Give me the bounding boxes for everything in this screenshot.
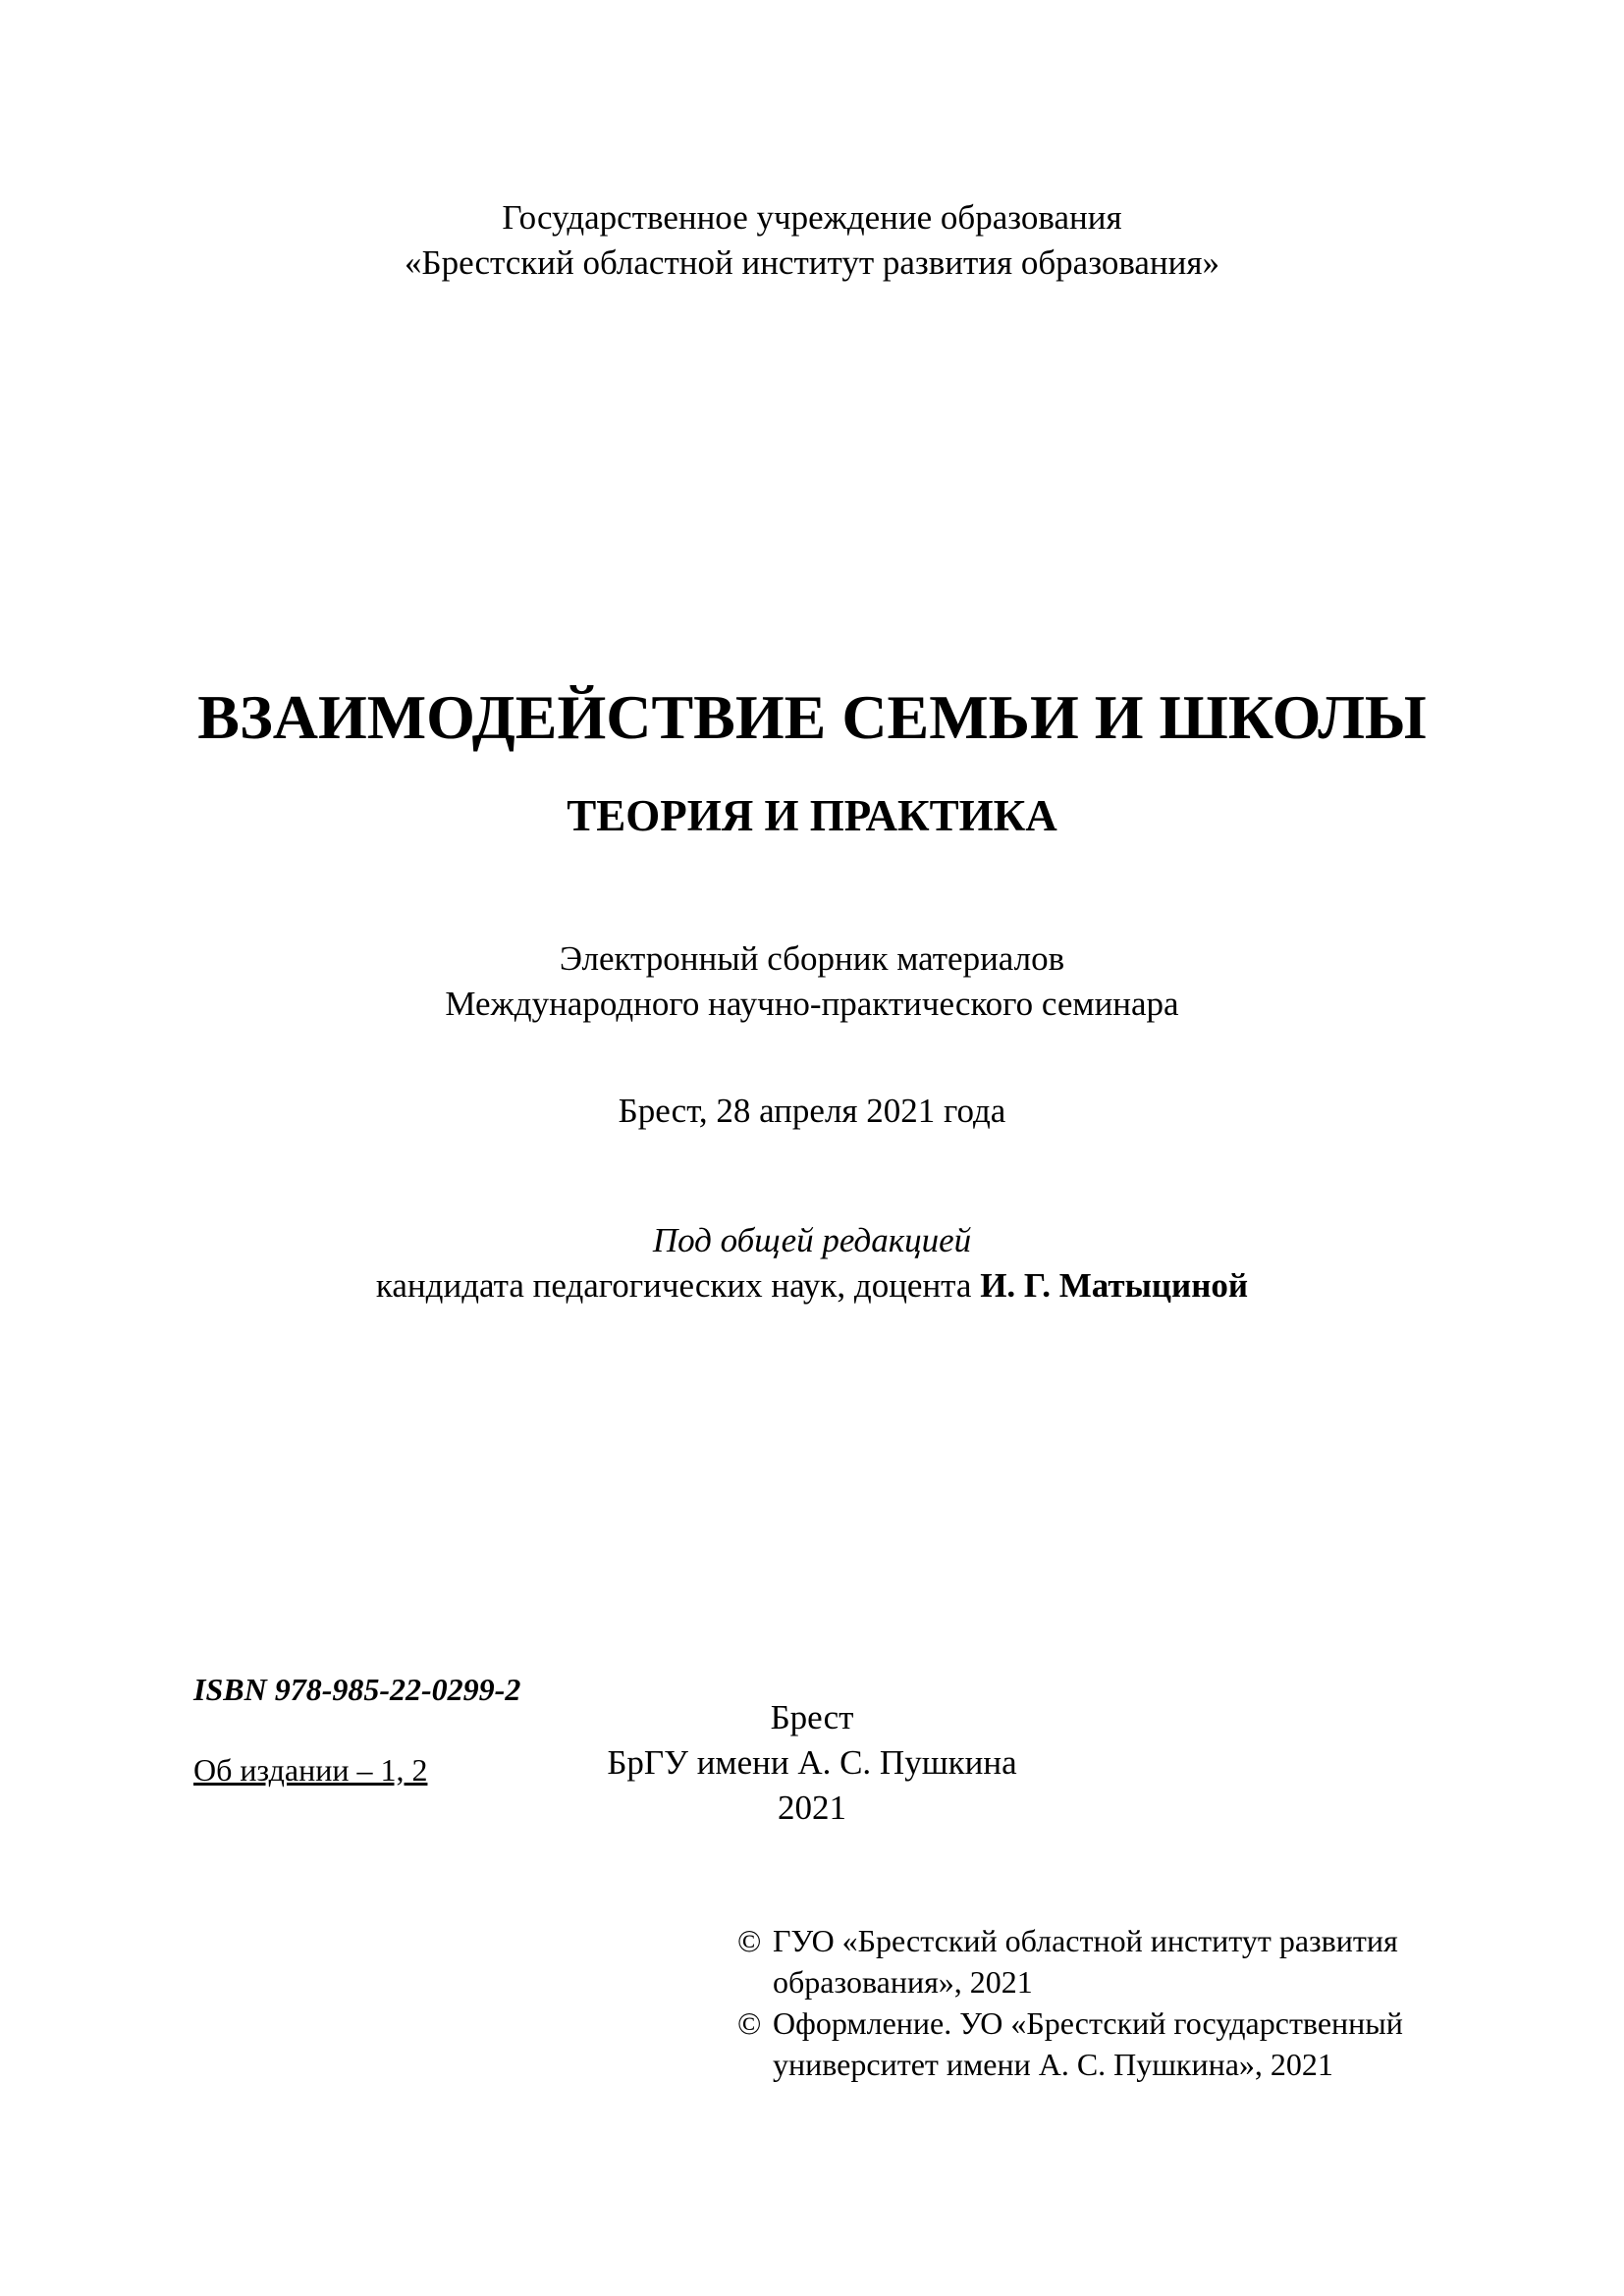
copyright-item-2-line-2: университет имени А. С. Пушкина», 2021 bbox=[773, 2047, 1333, 2082]
imprint-year: 2021 bbox=[778, 1789, 846, 1827]
collection-description-line-1: Электронный сборник материалов bbox=[559, 939, 1065, 978]
copyright-item-design bbox=[737, 2002, 1403, 2085]
copyright-item-2-line-1: Оформление. УО «Брестский государственный bbox=[773, 2005, 1403, 2041]
copyright-sign: © bbox=[737, 2005, 762, 2041]
isbn: ISBN 978-985-22-0299-2 bbox=[193, 1672, 521, 1707]
collection-description-line-2: Международного научно-практического семинара bbox=[445, 985, 1179, 1023]
event-place-date: Брест, 28 апреля 2021 года bbox=[618, 1092, 1006, 1130]
copyright-item-1-line-1: ГУО «Брестский областной институт развития bbox=[773, 1923, 1398, 1958]
copyright-item-1-line-2: образования», 2021 bbox=[773, 1964, 1033, 2000]
document-title: ВЗАИМОДЕЙСТВИЕ СЕМЬИ И ШКОЛЫ bbox=[197, 682, 1427, 752]
imprint-city: Брест bbox=[770, 1698, 854, 1736]
document-subtitle: ТЕОРИЯ И ПРАКТИКА bbox=[567, 791, 1057, 840]
copyright-sign: © bbox=[737, 1923, 762, 1958]
editor-credentials-text: кандидата педагогических наук, доцента bbox=[375, 1266, 972, 1305]
copyright-item-institute bbox=[737, 1920, 1403, 2002]
imprint-publisher: БрГУ имени А. С. Пушкина bbox=[607, 1743, 1017, 1782]
institution-line-2: «Брестский областной институт развития образования» bbox=[404, 243, 1219, 282]
editor-name: И. Г. Матыциной bbox=[980, 1266, 1249, 1305]
editor-intro: Под общей редакцией bbox=[652, 1221, 972, 1259]
copyright-block bbox=[737, 1920, 1403, 2085]
editor-credentials bbox=[0, 1264, 1624, 1308]
edition-info-link[interactable]: Об издании – 1, 2 bbox=[193, 1752, 428, 1788]
institution-line-1: Государственное учреждение образования bbox=[502, 198, 1122, 237]
